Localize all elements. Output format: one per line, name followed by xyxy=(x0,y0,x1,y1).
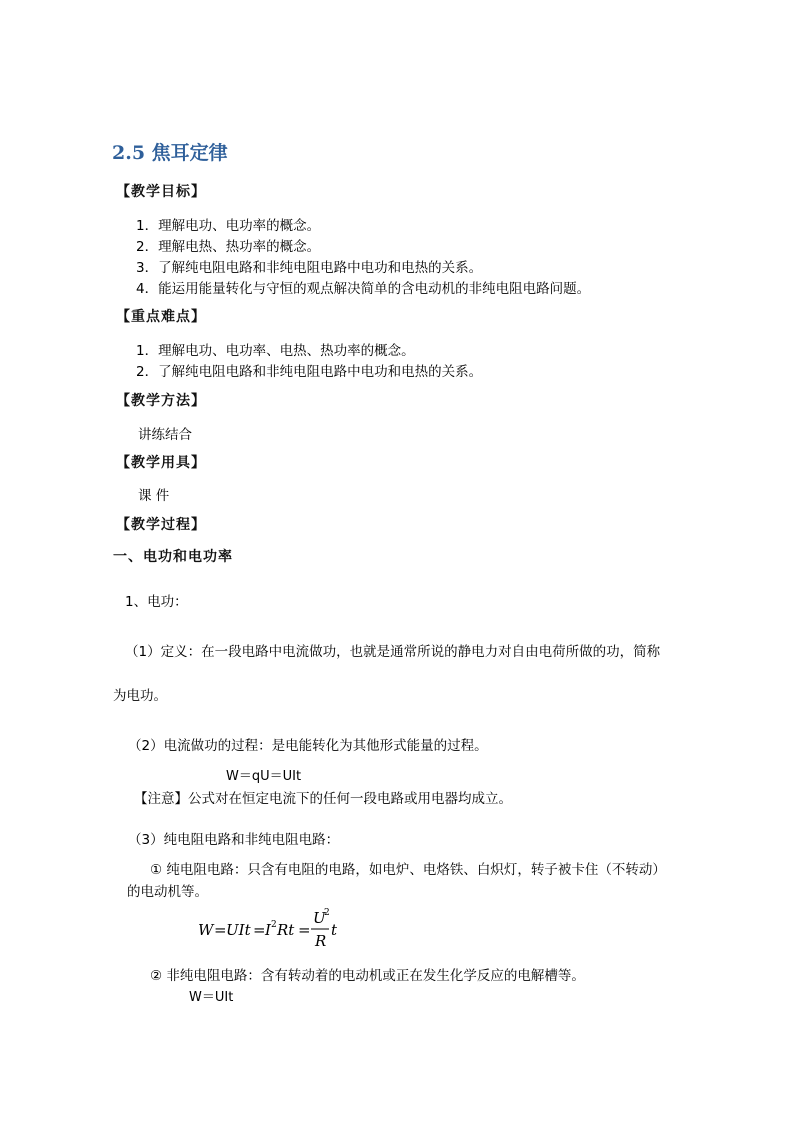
formula-equals: = xyxy=(214,921,227,939)
formula-non-pure: W＝UIt xyxy=(189,990,234,1005)
formula-numerator-exponent: 2 xyxy=(324,908,330,918)
section-heading-tools: 【教学用具】 xyxy=(116,455,206,471)
page-title: 2.5 焦耳定律 xyxy=(112,142,228,164)
note-line: 【注意】公式对在恒定电流下的任何一段电路或用电器均成立。 xyxy=(134,791,512,807)
formula-pure-resistive xyxy=(196,906,356,956)
section-heading-key-points: 【重点难点】 xyxy=(116,309,206,325)
definition-line-2: 为电功。 xyxy=(113,688,167,704)
process-line: （2）电流做功的过程：是电能转化为其他形式能量的过程。 xyxy=(128,738,488,754)
list-item: 2．理解电热、热功率的概念。 xyxy=(136,239,321,255)
method-text: 讲练结合 xyxy=(138,427,192,443)
list-item: 1．理解电功、电功率、电热、热功率的概念。 xyxy=(136,343,415,359)
section-heading-goals: 【教学目标】 xyxy=(116,184,206,200)
formula-term-uit: UIt xyxy=(226,921,251,939)
formula-term-rt: Rt xyxy=(277,921,295,939)
formula-exponent: 2 xyxy=(271,920,277,930)
list-item: 4．能运用能量转化与守恒的观点解决简单的含电动机的非纯电阻电路问题。 xyxy=(136,281,591,297)
section-heading-method: 【教学方法】 xyxy=(116,393,206,409)
formula-equals: = xyxy=(253,921,266,939)
formula-equals: = xyxy=(298,921,311,939)
part-heading: 一、电功和电功率 xyxy=(113,549,233,565)
formula-term-t: t xyxy=(331,921,338,939)
list-item: 2．了解纯电阻电路和非纯电阻电路中电功和电热的关系。 xyxy=(136,364,483,380)
definition-line-1: （1）定义：在一段电路中电流做功，也就是通常所说的静电力对自由电荷所做的功，简称 xyxy=(125,644,661,660)
pure-resistive-line-1: ① 纯电阻电路：只含有电阻的电路，如电炉、电烙铁、白炽灯，转子被卡住（不转动） xyxy=(150,862,666,878)
formula-lhs: W xyxy=(198,921,214,939)
formula-work: W＝qU＝UIt xyxy=(226,769,302,784)
subheading-circuits: （3）纯电阻电路和非纯电阻电路： xyxy=(128,832,340,848)
formula-denominator: R xyxy=(315,932,327,950)
non-pure-resistive-line: ② 非纯电阻电路：含有转动着的电动机或正在发生化学反应的电解槽等。 xyxy=(150,968,585,984)
formula-numerator: U xyxy=(313,909,326,927)
pure-resistive-line-2: 的电动机等。 xyxy=(127,884,208,900)
list-item: 3．了解纯电阻电路和非纯电阻电路中电功和电热的关系。 xyxy=(136,260,483,276)
section-heading-process: 【教学过程】 xyxy=(116,517,206,533)
list-item: 1．理解电功、电功率的概念。 xyxy=(136,218,321,234)
subheading-work: 1、电功： xyxy=(125,594,188,610)
tools-text: 课 件 xyxy=(138,488,170,504)
formula-term-i: I xyxy=(265,921,271,939)
